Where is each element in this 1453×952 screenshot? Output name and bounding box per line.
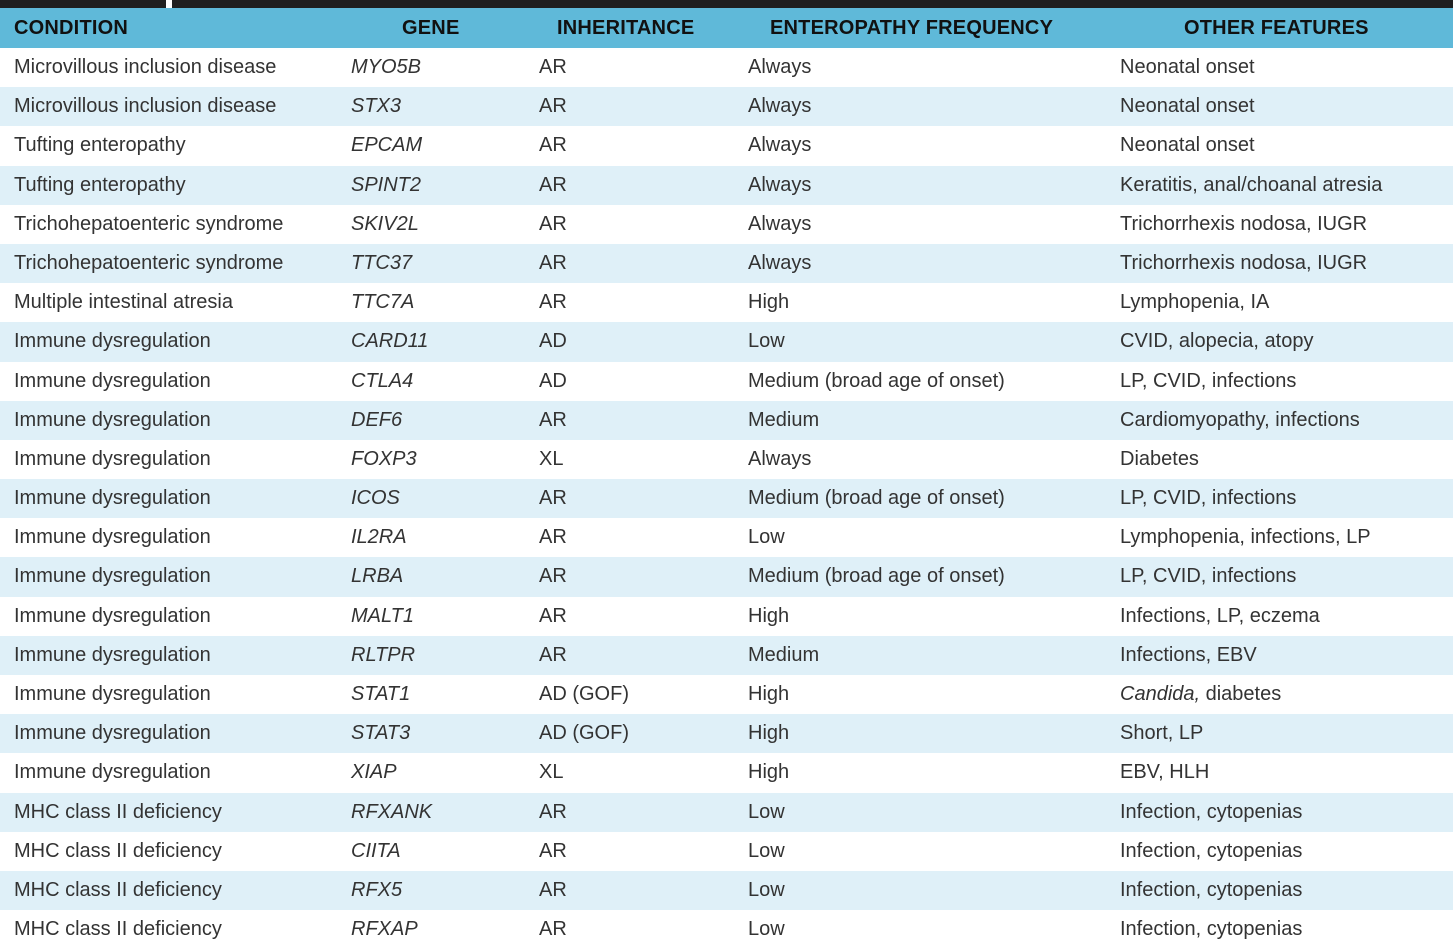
inheritance-cell: AD (539, 369, 567, 392)
table-row (0, 440, 1453, 479)
table-row (0, 322, 1453, 361)
header-enteropathy-frequency: ENTEROPATHY FREQUENCY (770, 17, 1054, 39)
frequency-cell: High (748, 291, 790, 314)
inheritance-cell: AR (539, 56, 567, 78)
other-features-cell: EBV, HLH (1120, 761, 1210, 784)
other-features-cell: Infections, LP, eczema (1120, 604, 1320, 627)
frequency-cell: Always (748, 251, 812, 274)
condition-cell: Immune dysregulation (14, 408, 211, 431)
inheritance-cell: AR (539, 526, 567, 549)
frequency-cell: Low (748, 918, 785, 941)
gene-cell: RFXANK (351, 800, 433, 823)
other-features-cell: Infection, cytopenias (1120, 878, 1303, 901)
gene-cell: TTC7A (351, 291, 415, 314)
other-features-cell: Trichorrhexis nodosa, IUGR (1120, 251, 1368, 274)
frequency-cell: Medium (broad age of onset) (748, 369, 1005, 392)
frequency-cell: High (748, 683, 790, 705)
other-features-cell: LP, CVID, infections (1120, 487, 1297, 510)
table-row (0, 714, 1453, 753)
frequency-cell: Medium (broad age of onset) (748, 487, 1005, 510)
other-features-cell (1120, 675, 1281, 714)
features-italic-text: Candida, (1120, 683, 1201, 705)
condition-cell: Immune dysregulation (14, 604, 211, 627)
gene-cell: STAT1 (351, 683, 411, 705)
other-features-cell: Neonatal onset (1120, 134, 1255, 157)
other-features-cell: Lymphopenia, infections, LP (1120, 526, 1371, 549)
other-features-cell: Neonatal onset (1120, 95, 1255, 118)
inheritance-cell: AR (539, 134, 567, 157)
inheritance-cell: AR (539, 800, 567, 823)
other-features-cell: Infection, cytopenias (1120, 918, 1303, 941)
other-features-cell: Keratitis, anal/choanal atresia (1120, 173, 1383, 196)
gene-cell: XIAP (351, 761, 397, 784)
features-text: diabetes (1200, 683, 1282, 705)
gene-cell: MALT1 (351, 604, 414, 627)
other-features-cell: Infection, cytopenias (1120, 839, 1303, 862)
condition-cell: Multiple intestinal atresia (14, 291, 233, 314)
condition-cell: Immune dysregulation (14, 487, 211, 510)
gene-cell: RLTPR (351, 643, 416, 666)
gene-cell: CARD11 (351, 330, 429, 353)
inheritance-cell: AR (539, 878, 567, 901)
frequency-cell: Medium (748, 408, 820, 431)
inheritance-cell: AR (539, 487, 567, 510)
inheritance-cell: AR (539, 251, 567, 274)
frequency-cell: Always (748, 95, 812, 118)
inheritance-cell: AD (GOF) (539, 722, 629, 745)
other-features-cell: Infection, cytopenias (1120, 800, 1303, 823)
table-row (0, 48, 1453, 87)
table-header (0, 8, 1453, 48)
inheritance-cell: AR (539, 604, 567, 627)
gene-cell: LRBA (351, 565, 404, 588)
table-row (0, 401, 1453, 440)
inheritance-cell: AR (539, 95, 567, 118)
gene-cell: IL2RA (351, 526, 407, 549)
frequency-cell: Always (748, 212, 812, 235)
table-row (0, 832, 1453, 871)
table-row (0, 362, 1453, 401)
top-rule-notch (166, 0, 172, 8)
table-row (0, 244, 1453, 283)
condition-cell: Trichohepatoenteric syndrome (14, 251, 284, 274)
condition-cell: Immune dysregulation (14, 447, 211, 470)
gene-cell: ICOS (351, 487, 400, 510)
gene-cell: TTC37 (351, 251, 413, 274)
other-features-cell: Lymphopenia, IA (1120, 291, 1270, 314)
gene-cell: CTLA4 (351, 369, 414, 392)
frequency-cell: Medium (broad age of onset) (748, 565, 1005, 588)
frequency-cell: Low (748, 878, 785, 901)
condition-cell: Immune dysregulation (14, 565, 211, 588)
inheritance-cell: AR (539, 291, 567, 314)
table-row (0, 126, 1453, 165)
header-condition: CONDITION (14, 17, 129, 39)
table-row (0, 675, 1453, 714)
condition-cell: Immune dysregulation (14, 369, 211, 392)
inheritance-cell: AR (539, 173, 567, 196)
gene-cell: RFX5 (351, 878, 403, 901)
condition-cell: MHC class II deficiency (14, 918, 222, 941)
gene-cell: DEF6 (351, 408, 403, 431)
other-features-cell: Cardiomyopathy, infections (1120, 408, 1360, 431)
top-rule (0, 0, 1453, 8)
frequency-cell: High (748, 604, 790, 627)
condition-cell: MHC class II deficiency (14, 839, 222, 862)
inheritance-cell: AR (539, 212, 567, 235)
gene-cell: STX3 (351, 95, 402, 118)
frequency-cell: Always (748, 447, 812, 470)
gene-cell: MYO5B (351, 56, 422, 78)
other-features-cell: Short, LP (1120, 722, 1204, 745)
condition-cell: Immune dysregulation (14, 761, 211, 784)
table-row (0, 283, 1453, 322)
frequency-cell: Always (748, 173, 812, 196)
other-features-cell: Neonatal onset (1120, 56, 1255, 78)
inheritance-cell: AR (539, 643, 567, 666)
table-row (0, 518, 1453, 557)
table-row (0, 910, 1453, 949)
inheritance-cell: AR (539, 839, 567, 862)
table-row (0, 557, 1453, 596)
gene-cell: FOXP3 (351, 447, 417, 470)
gene-cell: CIITA (351, 839, 401, 862)
gene-cell: SPINT2 (351, 173, 422, 196)
condition-cell: Microvillous inclusion disease (14, 56, 277, 78)
inheritance-cell: AR (539, 408, 567, 431)
frequency-cell: Low (748, 839, 785, 862)
condition-cell: Immune dysregulation (14, 683, 211, 705)
inheritance-cell: AD (GOF) (539, 683, 629, 705)
condition-cell: Tufting enteropathy (14, 173, 186, 196)
other-features-cell: Trichorrhexis nodosa, IUGR (1120, 212, 1368, 235)
table-row (0, 636, 1453, 675)
inheritance-cell: AR (539, 565, 567, 588)
condition-cell: MHC class II deficiency (14, 800, 222, 823)
frequency-cell: High (748, 761, 790, 784)
gene-cell: EPCAM (351, 134, 423, 157)
frequency-cell: Low (748, 800, 785, 823)
table-row (0, 166, 1453, 205)
other-features-cell: CVID, alopecia, atopy (1120, 330, 1314, 353)
table-row (0, 479, 1453, 518)
header-inheritance: INHERITANCE (557, 17, 695, 39)
condition-cell: Trichohepatoenteric syndrome (14, 212, 284, 235)
frequency-cell: Medium (748, 643, 820, 666)
table-row (0, 753, 1453, 792)
gene-cell: RFXAP (351, 918, 418, 941)
other-features-cell: Diabetes (1120, 447, 1199, 470)
condition-cell: Immune dysregulation (14, 722, 211, 745)
gene-cell: STAT3 (351, 722, 411, 745)
condition-cell: Immune dysregulation (14, 526, 211, 549)
table-row (0, 205, 1453, 244)
gene-cell: SKIV2L (351, 212, 419, 235)
condition-cell: Immune dysregulation (14, 643, 211, 666)
inheritance-cell: AR (539, 918, 567, 941)
table-body (0, 48, 1453, 949)
condition-cell: MHC class II deficiency (14, 878, 222, 901)
table-row (0, 597, 1453, 636)
condition-cell: Immune dysregulation (14, 330, 211, 353)
inheritance-cell: XL (539, 761, 564, 784)
condition-cell: Microvillous inclusion disease (14, 95, 277, 118)
inheritance-cell: AD (539, 330, 567, 353)
frequency-cell: Always (748, 56, 812, 78)
condition-cell: Tufting enteropathy (14, 134, 186, 157)
table-row (0, 871, 1453, 910)
frequency-cell: High (748, 722, 790, 745)
header-gene: GENE (402, 17, 460, 39)
other-features-cell: LP, CVID, infections (1120, 565, 1297, 588)
header-other-features: OTHER FEATURES (1184, 17, 1369, 39)
frequency-cell: Low (748, 526, 785, 549)
frequency-cell: Low (748, 330, 785, 353)
table-row (0, 793, 1453, 832)
other-features-cell: LP, CVID, infections (1120, 369, 1297, 392)
frequency-cell: Always (748, 134, 812, 157)
inheritance-cell: XL (539, 447, 564, 470)
table-row (0, 87, 1453, 126)
other-features-cell: Infections, EBV (1120, 643, 1257, 666)
